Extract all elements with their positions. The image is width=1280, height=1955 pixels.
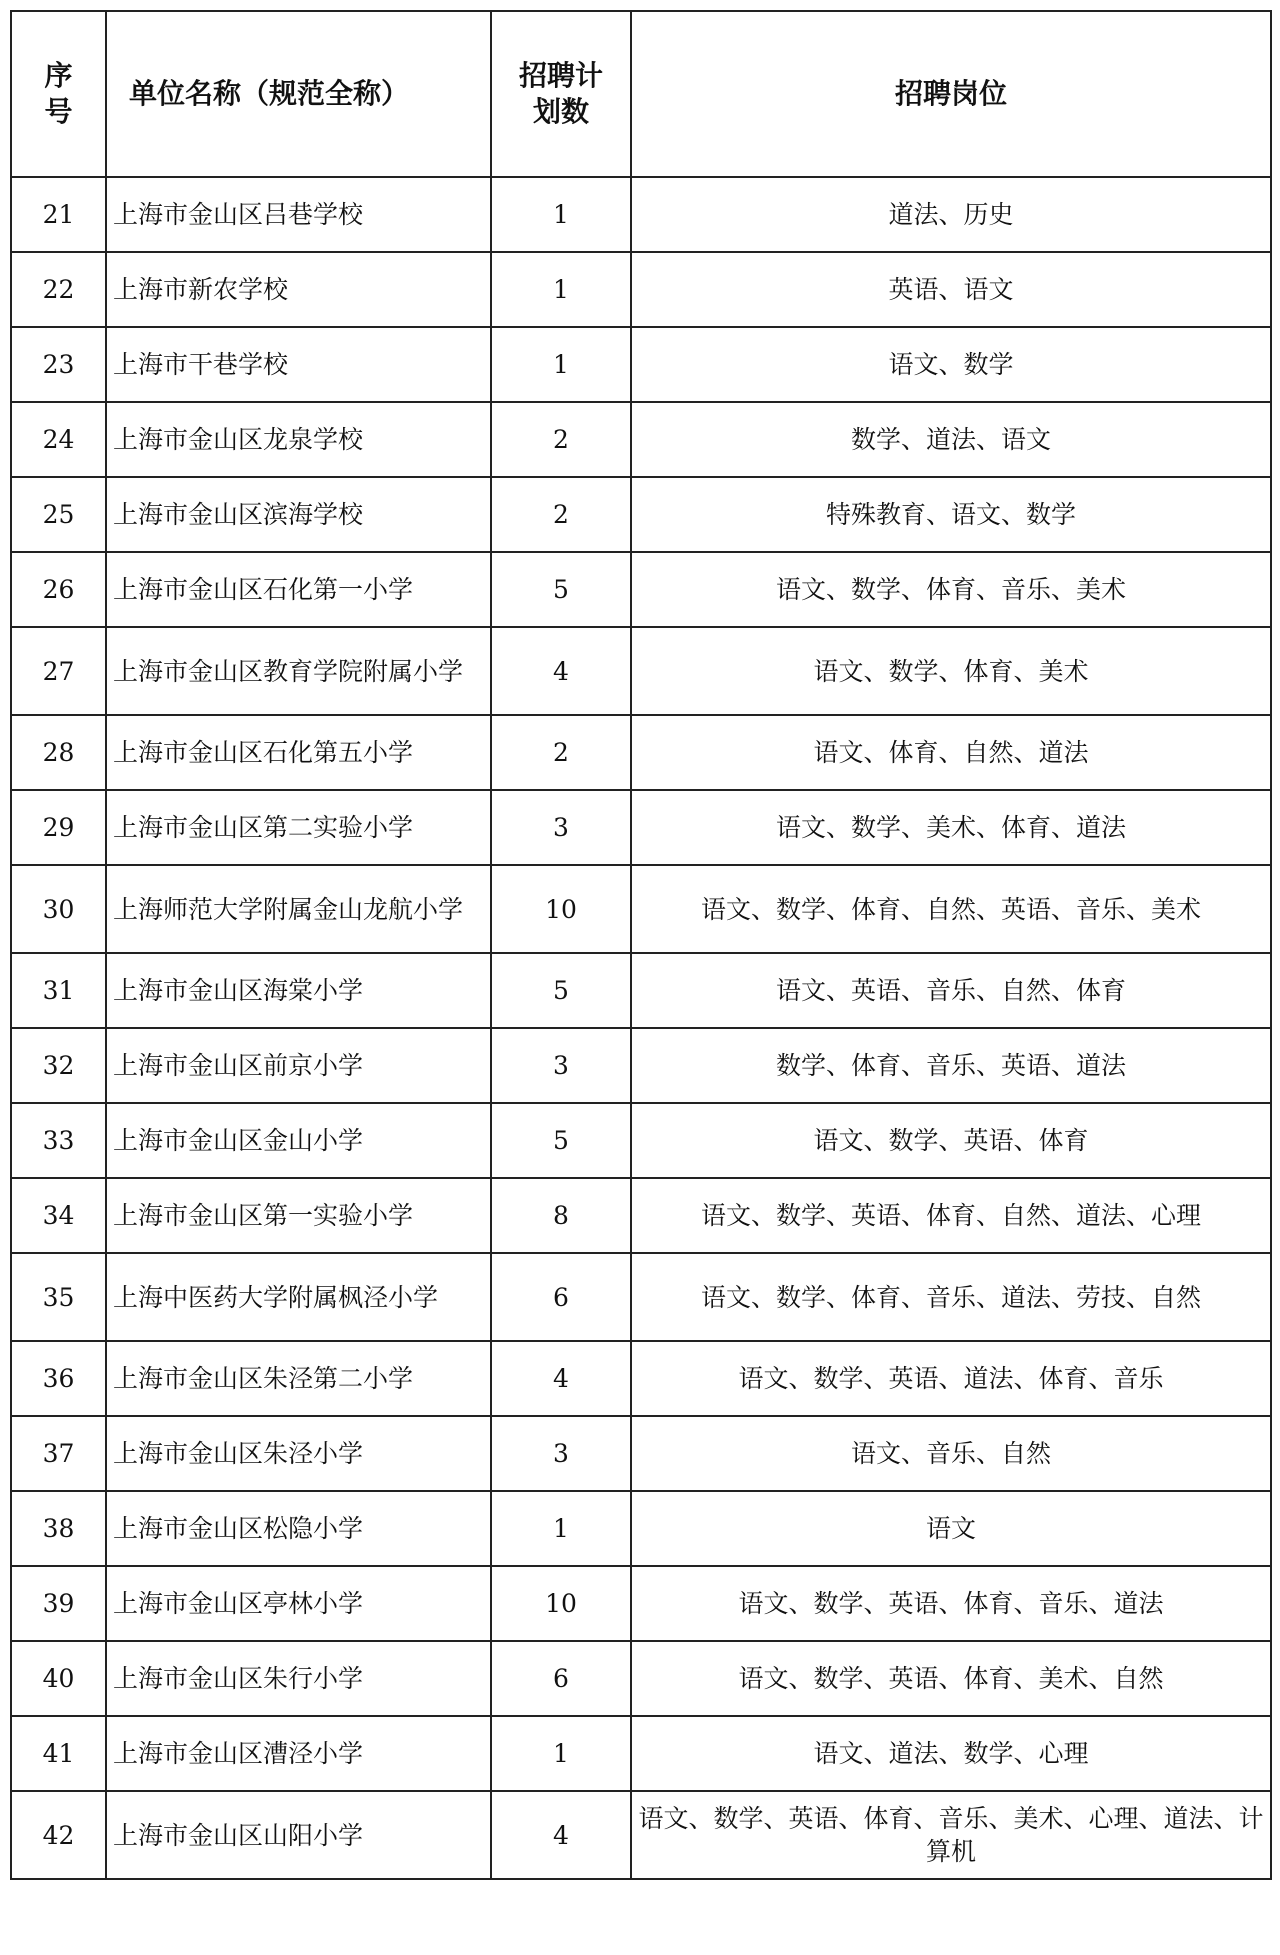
cell-positions: 语文 [631, 1491, 1271, 1566]
cell-serial-number: 21 [11, 177, 106, 252]
cell-unit-name: 上海市金山区山阳小学 [106, 1791, 491, 1879]
cell-unit-name: 上海市金山区漕泾小学 [106, 1716, 491, 1791]
cell-serial-number: 38 [11, 1491, 106, 1566]
cell-serial-number: 36 [11, 1341, 106, 1416]
cell-serial-number: 32 [11, 1028, 106, 1103]
cell-unit-name: 上海市金山区海棠小学 [106, 953, 491, 1028]
table-row [11, 1491, 1271, 1566]
cell-plan-count: 1 [491, 252, 631, 327]
cell-plan-count: 4 [491, 627, 631, 715]
cell-positions: 语文、道法、数学、心理 [631, 1716, 1271, 1791]
cell-unit-name: 上海市金山区前京小学 [106, 1028, 491, 1103]
cell-unit-name: 上海市金山区教育学院附属小学 [106, 627, 491, 715]
table-row [11, 402, 1271, 477]
header-serial-number: 序号 [11, 11, 106, 177]
cell-unit-name: 上海市金山区亭林小学 [106, 1566, 491, 1641]
cell-positions: 语文、数学、体育、自然、英语、音乐、美术 [631, 865, 1271, 953]
table-row [11, 1416, 1271, 1491]
document-page [10, 10, 1270, 1880]
cell-serial-number: 37 [11, 1416, 106, 1491]
header-plan-count: 招聘计划数 [491, 11, 631, 177]
cell-positions: 语文、英语、音乐、自然、体育 [631, 953, 1271, 1028]
cell-unit-name: 上海市金山区松隐小学 [106, 1491, 491, 1566]
cell-positions: 数学、体育、音乐、英语、道法 [631, 1028, 1271, 1103]
cell-unit-name: 上海市金山区石化第一小学 [106, 552, 491, 627]
cell-positions: 语文、数学、英语、体育、美术、自然 [631, 1641, 1271, 1716]
table-row [11, 1791, 1271, 1879]
cell-serial-number: 28 [11, 715, 106, 790]
cell-positions: 语文、数学、英语、体育 [631, 1103, 1271, 1178]
cell-unit-name: 上海市金山区石化第五小学 [106, 715, 491, 790]
cell-positions: 特殊教育、语文、数学 [631, 477, 1271, 552]
cell-positions: 道法、历史 [631, 177, 1271, 252]
table-row [11, 1341, 1271, 1416]
table-row [11, 252, 1271, 327]
table-header [11, 11, 1271, 177]
cell-unit-name: 上海市金山区金山小学 [106, 1103, 491, 1178]
cell-serial-number: 41 [11, 1716, 106, 1791]
header-positions: 招聘岗位 [631, 11, 1271, 177]
cell-plan-count: 3 [491, 1416, 631, 1491]
cell-serial-number: 24 [11, 402, 106, 477]
cell-plan-count: 6 [491, 1253, 631, 1341]
table-row [11, 1103, 1271, 1178]
cell-positions: 语文、数学、体育、美术 [631, 627, 1271, 715]
cell-plan-count: 4 [491, 1791, 631, 1879]
cell-positions: 语文、数学、体育、音乐、道法、劳技、自然 [631, 1253, 1271, 1341]
cell-positions: 语文、数学、英语、体育、自然、道法、心理 [631, 1178, 1271, 1253]
cell-serial-number: 34 [11, 1178, 106, 1253]
cell-plan-count: 10 [491, 1566, 631, 1641]
cell-serial-number: 22 [11, 252, 106, 327]
table-row [11, 1716, 1271, 1791]
cell-serial-number: 25 [11, 477, 106, 552]
table-body [11, 177, 1271, 1879]
cell-plan-count: 1 [491, 327, 631, 402]
cell-plan-count: 1 [491, 1716, 631, 1791]
table-row [11, 865, 1271, 953]
cell-unit-name: 上海市金山区吕巷学校 [106, 177, 491, 252]
cell-serial-number: 29 [11, 790, 106, 865]
header-row [11, 11, 1271, 177]
cell-serial-number: 40 [11, 1641, 106, 1716]
cell-serial-number: 42 [11, 1791, 106, 1879]
header-unit-name: 单位名称（规范全称） [106, 11, 491, 177]
cell-plan-count: 5 [491, 953, 631, 1028]
cell-positions: 语文、体育、自然、道法 [631, 715, 1271, 790]
cell-plan-count: 8 [491, 1178, 631, 1253]
cell-positions: 语文、数学 [631, 327, 1271, 402]
table-row [11, 177, 1271, 252]
cell-unit-name: 上海市金山区朱行小学 [106, 1641, 491, 1716]
cell-plan-count: 3 [491, 1028, 631, 1103]
cell-plan-count: 3 [491, 790, 631, 865]
cell-positions: 语文、数学、英语、体育、音乐、道法 [631, 1566, 1271, 1641]
table-row [11, 1178, 1271, 1253]
cell-positions: 英语、语文 [631, 252, 1271, 327]
table-row [11, 627, 1271, 715]
table-row [11, 327, 1271, 402]
table-row [11, 1253, 1271, 1341]
cell-serial-number: 30 [11, 865, 106, 953]
table-row [11, 1028, 1271, 1103]
cell-positions: 语文、数学、英语、体育、音乐、美术、心理、道法、计算机 [631, 1791, 1271, 1879]
cell-unit-name: 上海市金山区第二实验小学 [106, 790, 491, 865]
table-row [11, 1566, 1271, 1641]
cell-plan-count: 5 [491, 1103, 631, 1178]
cell-positions: 语文、数学、体育、音乐、美术 [631, 552, 1271, 627]
table-row [11, 552, 1271, 627]
cell-plan-count: 6 [491, 1641, 631, 1716]
cell-serial-number: 39 [11, 1566, 106, 1641]
cell-unit-name: 上海市金山区朱泾小学 [106, 1416, 491, 1491]
cell-serial-number: 33 [11, 1103, 106, 1178]
cell-unit-name: 上海市金山区朱泾第二小学 [106, 1341, 491, 1416]
cell-serial-number: 27 [11, 627, 106, 715]
cell-unit-name: 上海市金山区龙泉学校 [106, 402, 491, 477]
cell-plan-count: 2 [491, 402, 631, 477]
cell-unit-name: 上海中医药大学附属枫泾小学 [106, 1253, 491, 1341]
cell-positions: 数学、道法、语文 [631, 402, 1271, 477]
table-row [11, 790, 1271, 865]
cell-plan-count: 1 [491, 1491, 631, 1566]
cell-plan-count: 5 [491, 552, 631, 627]
cell-serial-number: 35 [11, 1253, 106, 1341]
table-row [11, 477, 1271, 552]
cell-unit-name: 上海市金山区滨海学校 [106, 477, 491, 552]
cell-positions: 语文、数学、美术、体育、道法 [631, 790, 1271, 865]
cell-serial-number: 26 [11, 552, 106, 627]
cell-unit-name: 上海市干巷学校 [106, 327, 491, 402]
cell-plan-count: 2 [491, 715, 631, 790]
cell-plan-count: 1 [491, 177, 631, 252]
cell-plan-count: 4 [491, 1341, 631, 1416]
table-row [11, 953, 1271, 1028]
cell-positions: 语文、音乐、自然 [631, 1416, 1271, 1491]
cell-plan-count: 10 [491, 865, 631, 953]
cell-unit-name: 上海市金山区第一实验小学 [106, 1178, 491, 1253]
table-row [11, 1641, 1271, 1716]
cell-serial-number: 31 [11, 953, 106, 1028]
cell-serial-number: 23 [11, 327, 106, 402]
cell-positions: 语文、数学、英语、道法、体育、音乐 [631, 1341, 1271, 1416]
cell-unit-name: 上海市新农学校 [106, 252, 491, 327]
cell-plan-count: 2 [491, 477, 631, 552]
table-row [11, 715, 1271, 790]
cell-unit-name: 上海师范大学附属金山龙航小学 [106, 865, 491, 953]
recruitment-table [10, 10, 1272, 1880]
